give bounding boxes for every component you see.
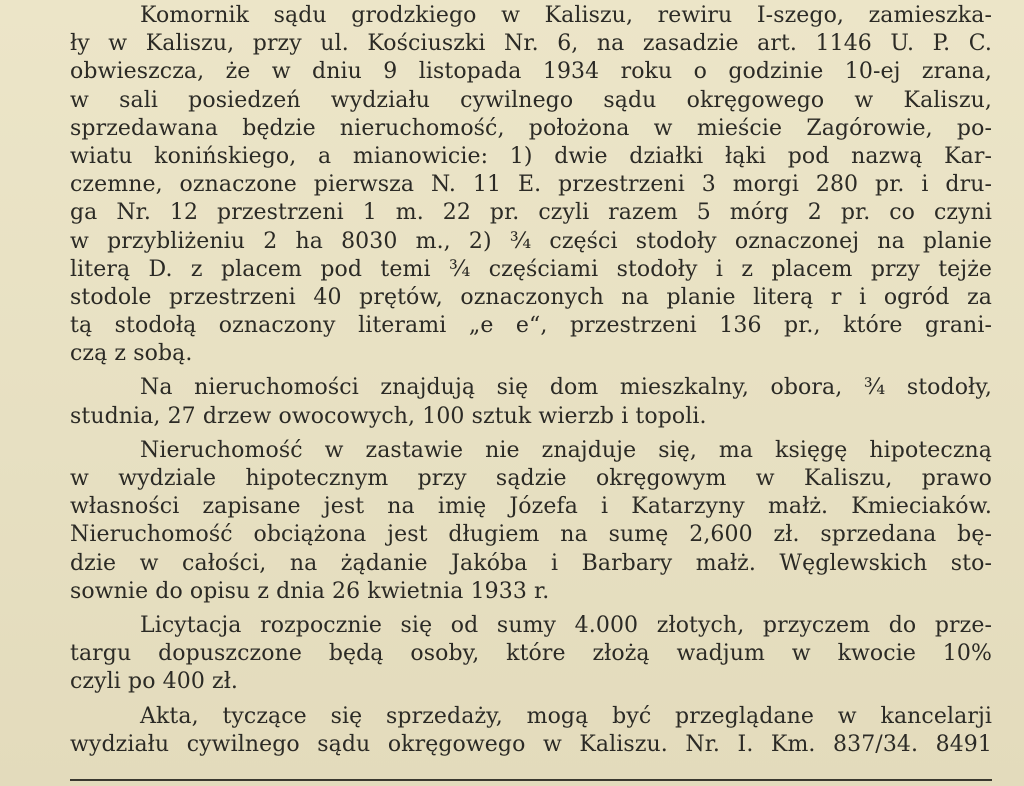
text-line: wiatu konińskiego, a mianowicie: 1) dwie działki łąki pod nazwą Kar- (70, 143, 992, 169)
text-line: dzie w całości, na żądanie Jakóba i Barbary małż. Węglewskich sto- (70, 550, 992, 576)
text-line: literą D. z placem pod temi ¾ częściami stodoły i z placem przy tejże (70, 256, 992, 282)
text-line: obwieszcza, że w dniu 9 listopada 1934 roku o godzinie 10-ej zrana, (70, 59, 992, 85)
paragraph-3 (70, 437, 992, 606)
text-line: Licytacja rozpocznie się od sumy 4.000 złotych, przyczem do prze- (140, 612, 992, 638)
text-line: targu dopuszczone będą osoby, które złożą wadjum w kwocie 10% (70, 641, 992, 667)
text-line: sprzedawana będzie nieruchomość, położona w mieście Zagórowie, po- (70, 115, 992, 141)
text-line: sownie do opisu z dnia 26 kwietnia 1933 r. (70, 578, 550, 604)
text-line: w wydziale hipotecznym przy sądzie okręgowym w Kaliszu, prawo (70, 466, 992, 491)
text-line: w przybliżeniu 2 ha 8030 m., 2) ¾ części stodoły oznaczonej na planie (70, 228, 992, 254)
text-line: wydziału cywilnego sądu okręgowego w Kaliszu. Nr. I. Km. 837/34. 8491 (70, 731, 992, 757)
text-line: ga Nr. 12 przestrzeni 1 m. 22 pr. czyli razem 5 mórg 2 pr. co czyni (70, 200, 992, 226)
text-line: Nieruchomość obciążona jest długiem na sumę 2,600 zł. sprzedana bę- (70, 522, 992, 548)
paragraph-5 (70, 703, 992, 759)
text-line: czemne, oznaczone pierwsza N. 11 E. przestrzeni 3 morgi 280 pr. i dru- (70, 172, 992, 198)
text-line: Na nieruchomości znajdują się dom mieszkalny, obora, ¾ stodoły, (140, 375, 992, 401)
text-line: ły w Kaliszu, przy ul. Kościuszki Nr. 6, na zasadzie art. 1146 U. P. C. (70, 31, 992, 57)
text-line: Nieruchomość w zastawie nie znajduje się, ma księgę hipoteczną (140, 437, 992, 463)
text-line: czyli po 400 zł. (70, 669, 239, 695)
paragraph-4 (70, 612, 992, 697)
bottom-rule (70, 779, 992, 781)
text-line: stodole przestrzeni 40 prętów, oznaczonych na planie literą r i ogród za (70, 284, 992, 310)
text-line: własności zapisane jest na imię Józefa i Katarzyny małż. Kmieciaków. (70, 494, 992, 520)
text-line: studnia, 27 drzew owocowych, 100 sztuk wierzb i topoli. (70, 403, 707, 429)
text-line: czą z sobą. (70, 341, 193, 367)
paragraph-1 (70, 2, 992, 368)
text-line: Komornik sądu grodzkiego w Kaliszu, rewiru I-szego, zamieszka- (140, 3, 992, 28)
text-line: Akta, tyczące się sprzedaży, mogą być przeglądane w kancelarji (140, 703, 992, 729)
announcement-text (70, 2, 992, 759)
paragraph-2 (70, 374, 992, 430)
text-line: w sali posiedzeń wydziału cywilnego sądu okręgowego w Kaliszu, (70, 87, 992, 113)
text-line: tą stodołą oznaczony literami „e e“, przestrzeni 136 pr., które grani- (70, 313, 992, 339)
